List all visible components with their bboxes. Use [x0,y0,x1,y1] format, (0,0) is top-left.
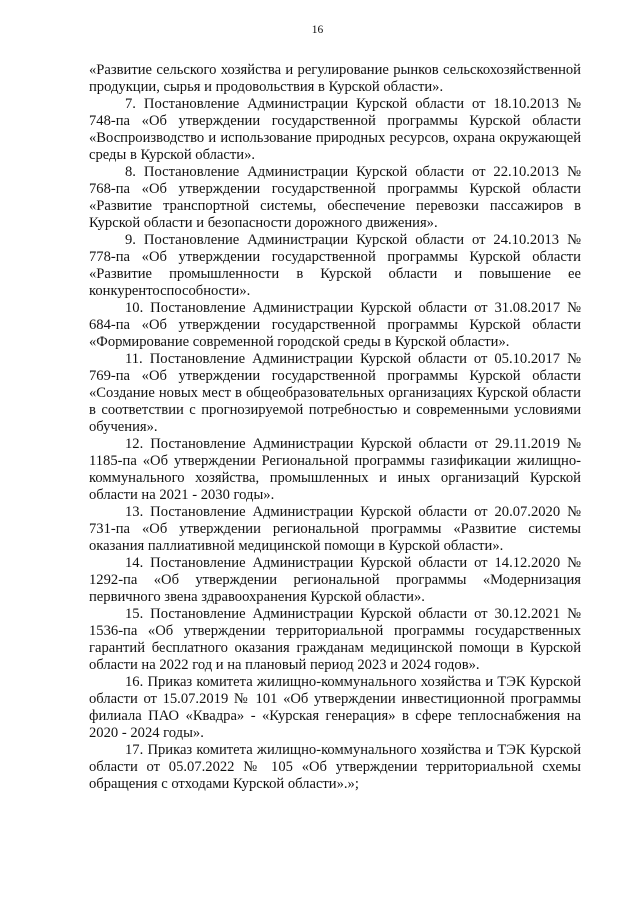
paragraph-continuation: «Развитие сельского хозяйства и регулирование рынков сельскохозяйственной продукции, сырья и продовольствия в Курской области». [89,62,581,95]
paragraph-item-12: 12. Постановление Администрации Курской области от 29.11.2019 № 1185-па «Об утверждении Региональной программы газификации жилищно-коммунального хозяйства, промышленных и иных организаций Курской области на 2021 - 2030 годы». [89,436,581,503]
page-number: 16 [311,24,324,36]
paragraph-item-17: 17. Приказ комитета жилищно-коммунального хозяйства и ТЭК Курской области от 05.07.2022 № 105 «Об утверждении территориальной схемы обращения с отходами Курской области».»; [89,742,581,792]
paragraph-item-10: 10. Постановление Администрации Курской области от 31.08.2017 № 684-па «Об утверждении государственной программы Курской области «Формирование современной городской среды в Курской области». [89,300,581,350]
paragraph-item-16: 16. Приказ комитета жилищно-коммунального хозяйства и ТЭК Курской области от 15.07.2019 № 101 «Об утверждении инвестиционной программы филиала ПАО «Квадра» - «Курская генерация» в сфере теплоснабжения на 2020 - 2024 годы». [89,674,581,741]
paragraph-item-9: 9. Постановление Администрации Курской области от 24.10.2013 № 778-па «Об утверждении государственной программы Курской области «Развитие промышленности в Курской области и повышение ее конкурентоспособности». [89,232,581,299]
paragraph-item-15: 15. Постановление Администрации Курской области от 30.12.2021 № 1536-па «Об утверждении территориальной программы государственных гарантий бесплатного оказания гражданам медицинской помощи в Курской области на 2022 год и на плановый период 2023 и 2024 годов». [89,606,581,673]
document-body [89,62,581,793]
paragraph-item-8: 8. Постановление Администрации Курской области от 22.10.2013 № 768-па «Об утверждении государственной программы Курской области «Развитие транспортной системы, обеспечение перевозки пассажиров в Курской области и безопасности дорожного движения». [89,164,581,231]
paragraph-item-11: 11. Постановление Администрации Курской области от 05.10.2017 № 769-па «Об утверждении государственной программы Курской области «Создание новых мест в общеобразовательных организациях Курской области в соответствии с прогнозируемой потребностью и современными условиями обучения». [89,351,581,435]
paragraph-item-13: 13. Постановление Администрации Курской области от 20.07.2020 № 731-па «Об утверждении региональной программы «Развитие системы оказания паллиативной медицинской помощи в Курской области». [89,504,581,554]
paragraph-item-14: 14. Постановление Администрации Курской области от 14.12.2020 № 1292-па «Об утверждении региональной программы «Модернизация первичного звена здравоохранения Курской области». [89,555,581,605]
paragraph-item-7: 7. Постановление Администрации Курской области от 18.10.2013 № 748-па «Об утверждении государственной программы Курской области «Воспроизводство и использование природных ресурсов, охрана окружающей среды в Курской области». [89,96,581,163]
